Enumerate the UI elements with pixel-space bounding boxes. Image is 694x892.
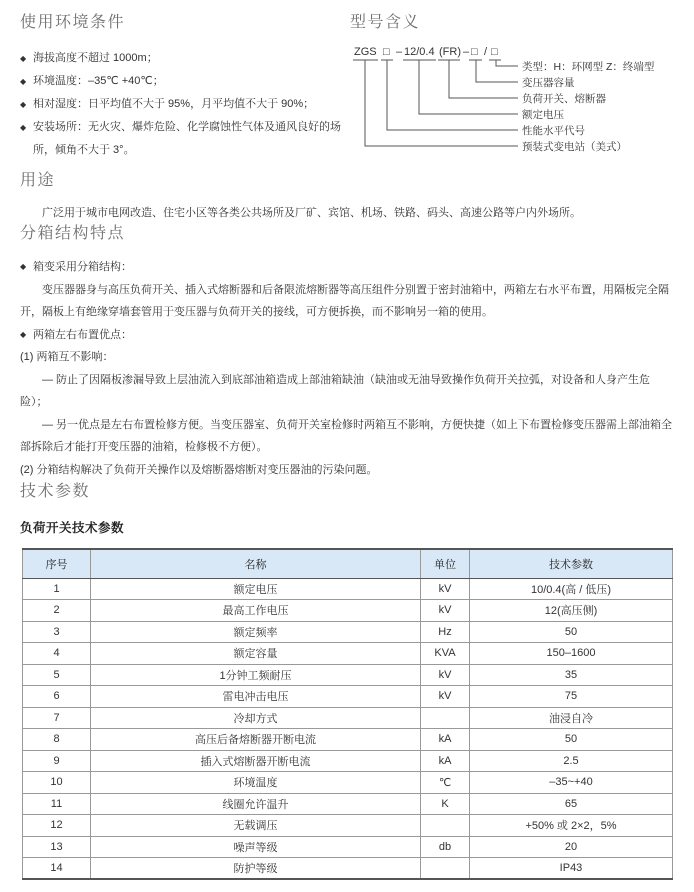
environment-title: 使用环境条件 <box>20 14 126 31</box>
model-code-diagram <box>350 42 674 158</box>
cell-value: –35~+40 <box>470 772 673 794</box>
list-item-text: 安装场所：无火灾、爆炸危险、化学腐蚀性气体及通风良好的场所，倾角不大于 3°。 <box>33 121 341 156</box>
cell-unit <box>421 815 470 837</box>
table-row <box>23 858 673 880</box>
cell-name: 最高工作电压 <box>91 600 421 622</box>
cell-value: 油浸自冷 <box>470 707 673 729</box>
top-row <box>20 12 674 170</box>
structure-line <box>20 256 674 279</box>
list-item-text: 环境温度：–35℃ +40℃； <box>33 75 164 87</box>
cell-index: 4 <box>23 643 91 665</box>
model-code-box2: □ <box>471 46 478 58</box>
cell-name: 噪声等级 <box>91 836 421 858</box>
cell-value: 10/0.4(高 / 低压) <box>470 578 673 600</box>
table-row <box>23 815 673 837</box>
structure-line: — 另一优点是左右布置检修方便。当变压器室、负荷开关室检修时两箱互不影响，方便快捷（如上下布置检修变压器需上部油箱全部拆除后才能打开变压器的油箱，检修极不方便）。 <box>20 418 673 453</box>
table-row <box>23 643 673 665</box>
table-header-row <box>23 549 673 578</box>
structure-line: (1) 两箱互不影响： <box>20 351 114 363</box>
structure-line: 变压器器身与高压负荷开关、插入式熔断器和后备限流熔断器等高压组件分别置于密封油箱中，两箱左右水平布置，用隔板完全隔开，隔板上有绝缘穿墙套管用于变压器与负荷开关的接线，可方便拆换，而不影响另一箱的使用。 <box>20 283 669 318</box>
cell-name: 防护等级 <box>91 858 421 880</box>
col-header-value: 技术参数 <box>470 549 673 578</box>
cell-index: 11 <box>23 793 91 815</box>
cell-value: 2.5 <box>470 750 673 772</box>
model-code-box1: □ <box>383 46 390 58</box>
load-switch-params-table <box>22 548 673 880</box>
model-label-substation: 预装式变电站（美式） <box>522 141 627 153</box>
table-row <box>23 750 673 772</box>
cell-name: 额定电压 <box>91 578 421 600</box>
cell-name: 冷却方式 <box>91 707 421 729</box>
model-label-voltage: 额定电压 <box>522 109 564 121</box>
cell-unit: kV <box>421 664 470 686</box>
model-label-perf-code: 性能水平代号 <box>522 125 585 137</box>
usage-title: 用途 <box>20 172 56 189</box>
cell-value: 12(高压侧) <box>470 600 673 622</box>
cell-value: 20 <box>470 836 673 858</box>
environment-list <box>20 47 342 162</box>
structure-section <box>20 223 674 481</box>
model-label-capacity: 变压器容量 <box>522 77 575 89</box>
cell-unit: kV <box>421 686 470 708</box>
cell-index: 7 <box>23 707 91 729</box>
cell-unit: kV <box>421 578 470 600</box>
cell-name: 额定容量 <box>91 643 421 665</box>
environment-section <box>20 12 350 162</box>
connector-line <box>365 60 518 146</box>
table-row <box>23 600 673 622</box>
table-row <box>23 578 673 600</box>
cell-value: 50 <box>470 621 673 643</box>
cell-name: 线圈允许温升 <box>91 793 421 815</box>
cell-name: 额定频率 <box>91 621 421 643</box>
cell-name: 插入式熔断器开断电流 <box>91 750 421 772</box>
model-meaning-section <box>350 12 674 158</box>
table-row <box>23 772 673 794</box>
structure-title: 分箱结构特点 <box>20 225 126 242</box>
diamond-bullet-icon: ◆ <box>20 329 27 339</box>
col-header-unit: 单位 <box>421 549 470 578</box>
diamond-bullet-icon: ◆ <box>20 123 27 132</box>
cell-name: 环境温度 <box>91 772 421 794</box>
diamond-bullet-icon: ◆ <box>20 54 27 63</box>
table-row <box>23 686 673 708</box>
cell-index: 3 <box>23 621 91 643</box>
cell-value: 150–1600 <box>470 643 673 665</box>
table-row <box>23 729 673 751</box>
cell-index: 6 <box>23 686 91 708</box>
model-code-voltage: 12/0.4 <box>404 46 435 58</box>
table-row <box>23 836 673 858</box>
cell-unit: ℃ <box>421 772 470 794</box>
cell-name: 高压后备熔断器开断电流 <box>91 729 421 751</box>
cell-unit <box>421 858 470 880</box>
cell-index: 1 <box>23 578 91 600</box>
list-item <box>20 93 342 116</box>
structure-line: — 防止了因隔板渗漏导致上层油流入到底部油箱造成上部油箱缺油（缺油或无油导致操作负荷开关拉弧，对设备和人身产生危险）； <box>20 373 651 408</box>
cell-value: 35 <box>470 664 673 686</box>
table-row <box>23 707 673 729</box>
model-code-dash2: – <box>463 46 470 58</box>
col-header-name: 名称 <box>91 549 421 578</box>
structure-line-text: 箱变采用分箱结构： <box>33 261 132 273</box>
model-code-dash1: – <box>396 46 403 58</box>
structure-body <box>20 256 674 481</box>
cell-unit <box>421 707 470 729</box>
diamond-bullet-icon: ◆ <box>20 77 27 86</box>
model-code-fr: (FR) <box>439 46 461 58</box>
cell-value: 50 <box>470 729 673 751</box>
cell-index: 8 <box>23 729 91 751</box>
model-meaning-title: 型号含义 <box>350 14 421 31</box>
list-item <box>20 70 342 93</box>
table-row <box>23 793 673 815</box>
cell-index: 12 <box>23 815 91 837</box>
list-item-text: 海拔高度不超过 1000m； <box>33 52 158 64</box>
model-code-slash: / <box>484 46 488 58</box>
connector-line <box>496 60 518 66</box>
cell-name: 无载调压 <box>91 815 421 837</box>
tech-params-section <box>20 481 674 880</box>
cell-index: 14 <box>23 858 91 880</box>
cell-value: IP43 <box>470 858 673 880</box>
cell-index: 10 <box>23 772 91 794</box>
structure-line-text: 两箱左右布置优点： <box>33 328 132 341</box>
load-switch-params-subtitle: 负荷开关技术参数 <box>20 521 125 535</box>
cell-unit: db <box>421 836 470 858</box>
table-row <box>23 664 673 686</box>
usage-section <box>20 170 674 223</box>
cell-index: 13 <box>23 836 91 858</box>
usage-text: 广泛用于城市电网改造、住宅小区等各类公共场所及厂矿、宾馆、机场、铁路、码头、高速公路等户内外场所。 <box>42 207 581 219</box>
connector-line <box>419 60 518 114</box>
cell-unit: KVA <box>421 643 470 665</box>
cell-unit: K <box>421 793 470 815</box>
cell-value: +50% 或 2×2，5% <box>470 815 673 837</box>
list-item <box>20 47 342 70</box>
model-label-switch-fuse: 负荷开关、熔断器 <box>522 93 606 105</box>
model-code-prefix: ZGS <box>354 46 377 58</box>
diamond-bullet-icon: ◆ <box>20 100 27 109</box>
tech-params-title: 技术参数 <box>20 483 91 500</box>
cell-index: 9 <box>23 750 91 772</box>
diamond-bullet-icon: ◆ <box>20 262 27 271</box>
table-row <box>23 621 673 643</box>
cell-unit: kA <box>421 750 470 772</box>
cell-value: 75 <box>470 686 673 708</box>
cell-name: 1分钟工频耐压 <box>91 664 421 686</box>
cell-unit: Hz <box>421 621 470 643</box>
cell-index: 2 <box>23 600 91 622</box>
cell-value: 65 <box>470 793 673 815</box>
model-code-box3: □ <box>491 46 498 58</box>
structure-line <box>20 324 674 347</box>
connector-line <box>476 60 518 82</box>
cell-unit: kV <box>421 600 470 622</box>
cell-index: 5 <box>23 664 91 686</box>
list-item <box>20 116 342 162</box>
cell-unit: kA <box>421 729 470 751</box>
cell-name: 雷电冲击电压 <box>91 686 421 708</box>
model-label-type: 类型：H：环网型 Z：终端型 <box>522 61 655 73</box>
connector-line <box>387 60 518 130</box>
structure-line: (2) 分箱结构解决了负荷开关操作以及熔断器熔断对变压器油的污染问题。 <box>20 463 378 476</box>
list-item-text: 相对湿度：日平均值不大于 95%，月平均值不大于 90%； <box>33 98 315 110</box>
col-header-index: 序号 <box>23 549 91 578</box>
